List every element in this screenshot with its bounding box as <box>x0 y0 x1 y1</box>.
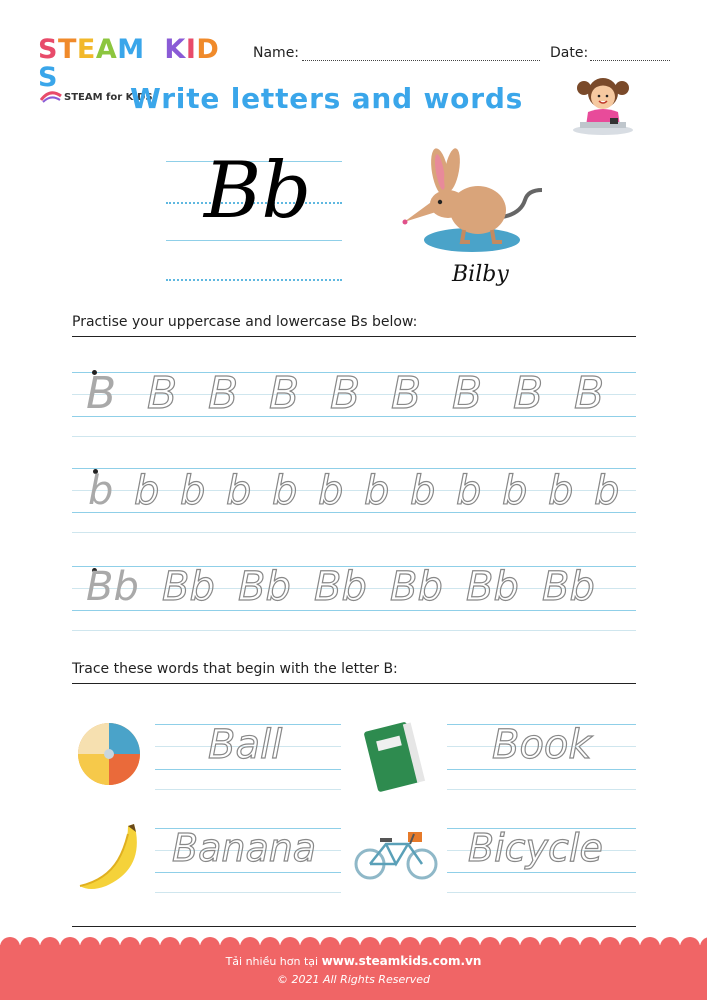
footer-prefix: Tải nhiều hơn tại <box>225 955 319 968</box>
row3-guide-base <box>72 610 636 611</box>
row2-letter: b <box>318 468 344 514</box>
section1-rule <box>72 336 636 337</box>
row2-letter: b <box>88 468 114 514</box>
bicycle-guide-bottom <box>447 892 636 893</box>
word-bicycle[interactable]: Bicycle <box>468 826 603 870</box>
ball-icon <box>76 721 142 787</box>
footer-line1 <box>0 954 707 968</box>
row2-letter: b <box>410 468 436 514</box>
row1-letter: B <box>86 368 117 419</box>
row1-letter: B <box>452 368 483 419</box>
footer-site-link[interactable]: www.steamkids.com.vn <box>321 954 482 968</box>
word-ball[interactable]: Ball <box>208 722 283 768</box>
girl-writing-icon <box>570 66 636 136</box>
logo-subtitle: STEAM for KIDS <box>64 92 153 103</box>
name-field[interactable] <box>302 59 540 61</box>
animal-label: Bilby <box>452 262 509 287</box>
page-title: Write letters and words <box>130 82 524 115</box>
row2-letter: b <box>272 468 298 514</box>
book-icon <box>360 715 432 795</box>
row2-letter: b <box>364 468 390 514</box>
row2-letter: b <box>594 468 620 514</box>
feature-guide-base <box>166 240 342 241</box>
logo-swoosh-icon <box>40 90 62 104</box>
row1-guide-bottom <box>72 436 636 437</box>
row1-letter: B <box>391 368 422 419</box>
book-guide-base <box>447 769 636 770</box>
logo <box>38 34 238 103</box>
ball-guide-base <box>155 769 341 770</box>
section1-instruction: Practise your uppercase and lowercase Bs below: <box>72 314 418 330</box>
row2-letter: b <box>548 468 574 514</box>
bilby-icon <box>400 138 550 256</box>
date-field[interactable] <box>590 59 670 61</box>
footer <box>0 945 707 1000</box>
row1-letter: B <box>269 368 300 419</box>
row2-guide-bottom <box>72 532 636 533</box>
row1-letter: B <box>330 368 361 419</box>
row3-pair: Bb <box>86 564 139 610</box>
row1-letter: B <box>513 368 544 419</box>
name-label: Name: <box>253 45 300 61</box>
banana-guide-base <box>155 872 341 873</box>
bottom-rule <box>72 926 636 927</box>
word-book[interactable]: Book <box>492 722 592 768</box>
row3-pair: Bb <box>162 564 215 610</box>
row1-letter: B <box>574 368 605 419</box>
feature-guide-bottom <box>166 279 342 281</box>
row3-guide-bottom <box>72 630 636 631</box>
date-label: Date: <box>550 45 589 61</box>
book-guide-bottom <box>447 789 636 790</box>
row3-pair: Bb <box>542 564 595 610</box>
word-banana[interactable]: Banana <box>172 826 317 870</box>
row2-letter: b <box>180 468 206 514</box>
logo-title: STEAM KIDS <box>38 34 220 93</box>
row3-pair: Bb <box>238 564 291 610</box>
row2-letter: b <box>226 468 252 514</box>
banana-guide-bottom <box>155 892 341 893</box>
row1-letter: B <box>147 368 178 419</box>
row3-pair: Bb <box>314 564 367 610</box>
bicycle-guide-base <box>447 872 636 873</box>
section2-rule <box>72 683 636 684</box>
row2-letter: b <box>456 468 482 514</box>
row2-letter: b <box>502 468 528 514</box>
ball-guide-bottom <box>155 789 341 790</box>
feature-letters: Bb <box>204 146 312 236</box>
row3-pair: Bb <box>466 564 519 610</box>
row2-letter: b <box>134 468 160 514</box>
section2-instruction: Trace these words that begin with the letter B: <box>72 661 398 677</box>
row3-pair: Bb <box>390 564 443 610</box>
footer-copyright: © 2021 All Rights Reserved <box>276 973 430 986</box>
bicycle-icon <box>352 826 440 882</box>
banana-icon <box>76 820 146 896</box>
row1-letter: B <box>208 368 239 419</box>
